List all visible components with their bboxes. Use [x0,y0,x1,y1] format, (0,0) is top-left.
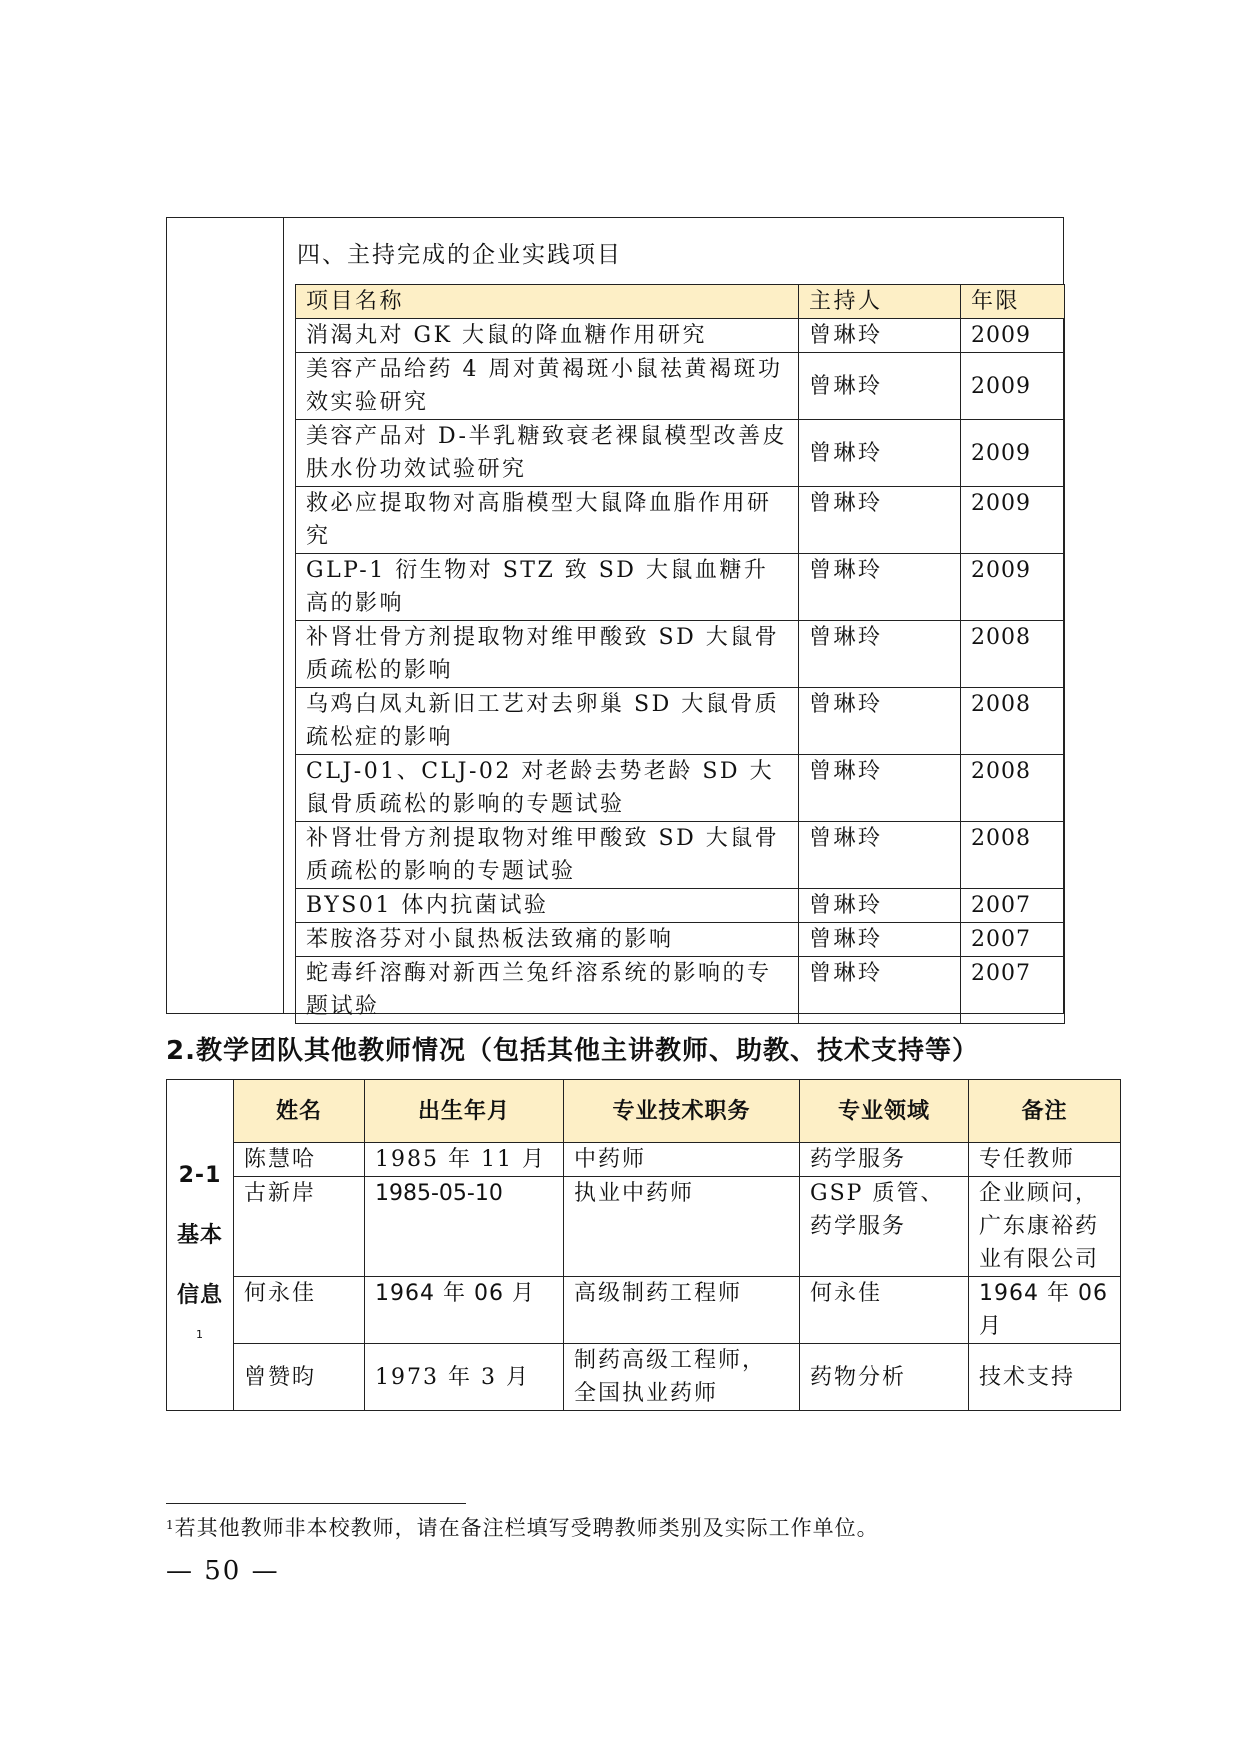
project-year: 2008 [961,688,1065,755]
page-number: — 50 — [166,1556,280,1586]
teacher-title: 执业中药师 [564,1177,800,1277]
project-year: 2009 [961,420,1065,487]
teacher-field: 药学服务 [800,1143,969,1177]
project-year: 2009 [961,319,1065,353]
project-name: 消渴丸对 GK 大鼠的降血糖作用研究 [296,319,799,353]
teacher-note: 企业顾问，广东康裕药业有限公司 [969,1177,1121,1277]
footnote-text: 若其他教师非本校教师，请在备注栏填写受聘教师类别及实际工作单位。 [174,1516,879,1540]
teacher-field: 何永佳 [800,1277,969,1344]
table-header-row [167,1080,1121,1143]
project-name: 美容产品给药 4 周对黄褐斑小鼠祛黄褐斑功效实验研究 [296,353,799,420]
project-name: 补肾壮骨方剂提取物对维甲酸致 SD 大鼠骨质疏松的影响 [296,621,799,688]
project-year: 2008 [961,822,1065,889]
project-name: GLP-1 衍生物对 STZ 致 SD 大鼠血糖升高的影响 [296,554,799,621]
table-row [296,420,1065,487]
project-host: 曾琳玲 [799,319,961,353]
team-teachers-table [166,1079,1121,1411]
teacher-field: 药物分析 [800,1344,969,1411]
table-row [296,957,1065,1024]
table-row [296,923,1065,957]
teacher-birth: 1964 年 06 月 [365,1277,564,1344]
table-row [296,554,1065,621]
table-row [296,621,1065,688]
table-row [296,822,1065,889]
project-host: 曾琳玲 [799,822,961,889]
project-name: CLJ-01、CLJ-02 对老龄去势老龄 SD 大鼠骨质疏松的影响的专题试验 [296,755,799,822]
header-note: 备注 [969,1080,1121,1143]
project-name: 美容产品对 D-半乳糖致衰老裸鼠模型改善皮肤水份功效试验研究 [296,420,799,487]
teacher-field: GSP 质管、药学服务 [800,1177,969,1277]
project-host: 曾琳玲 [799,957,961,1024]
project-name: 救必应提取物对高脂模型大鼠降血脂作用研究 [296,487,799,554]
section4-title: 四、主持完成的企业实践项目 [297,242,622,268]
teacher-title: 制药高级工程师，全国执业药师 [564,1344,800,1411]
project-host: 曾琳玲 [799,353,961,420]
basic-info-side-label [167,1080,234,1411]
section2-title: 2.教学团队其他教师情况（包括其他主讲教师、助教、技术支持等） [166,1036,979,1066]
header-years: 年限 [961,285,1065,319]
project-host: 曾琳玲 [799,554,961,621]
project-host: 曾琳玲 [799,889,961,923]
table-row [167,1344,1121,1411]
project-year: 2009 [961,554,1065,621]
project-name: 蛇毒纤溶酶对新西兰兔纤溶系统的影响的专题试验 [296,957,799,1024]
footnote-mark: 1 [166,1518,175,1532]
table-row [167,1177,1121,1277]
project-name: BYS01 体内抗菌试验 [296,889,799,923]
table-row [296,353,1065,420]
footnote [166,1512,879,1542]
project-host: 曾琳玲 [799,487,961,554]
project-year: 2008 [961,755,1065,822]
project-year: 2007 [961,923,1065,957]
project-year: 2008 [961,621,1065,688]
project-year: 2007 [961,889,1065,923]
teacher-birth: 1985 年 11 月 [365,1143,564,1177]
project-name: 乌鸡白凤丸新旧工艺对去卵巢 SD 大鼠骨质疏松症的影响 [296,688,799,755]
project-name: 补肾壮骨方剂提取物对维甲酸致 SD 大鼠骨质疏松的影响的专题试验 [296,822,799,889]
table-row [296,688,1065,755]
teacher-name: 古新岸 [234,1177,365,1277]
teacher-note: 技术支持 [969,1344,1121,1411]
teacher-title: 高级制药工程师 [564,1277,800,1344]
project-host: 曾琳玲 [799,923,961,957]
footnote-divider [166,1503,466,1504]
table-row [296,889,1065,923]
side-label-basic: 基本 [176,1223,223,1248]
teacher-birth: 1973 年 3 月 [365,1344,564,1411]
teacher-title: 中药师 [564,1143,800,1177]
table-row [296,755,1065,822]
teacher-note: 1964 年 06 月 [969,1277,1121,1344]
header-project-name: 项目名称 [296,285,799,319]
table-header-row [296,285,1065,319]
footnote-reference: 1 [196,1328,204,1341]
project-year: 2009 [961,487,1065,554]
project-host: 曾琳玲 [799,621,961,688]
project-host: 曾琳玲 [799,755,961,822]
header-birth: 出生年月 [365,1080,564,1143]
project-year: 2009 [961,353,1065,420]
header-field: 专业领域 [800,1080,969,1143]
header-host: 主持人 [799,285,961,319]
project-year: 2007 [961,957,1065,1024]
table-row [296,487,1065,554]
teacher-note: 专任教师 [969,1143,1121,1177]
practice-table-left-cell [166,217,284,1014]
project-host: 曾琳玲 [799,688,961,755]
practice-projects-table [295,284,1065,1024]
side-label-info: 信息 [176,1283,223,1308]
teacher-birth: 1985-05-10 [365,1177,564,1277]
header-title: 专业技术职务 [564,1080,800,1143]
side-label-code: 2-1 [178,1163,222,1188]
table-row [167,1277,1121,1344]
project-host: 曾琳玲 [799,420,961,487]
project-name: 苯胺洛芬对小鼠热板法致痛的影响 [296,923,799,957]
teacher-name: 陈慧哈 [234,1143,365,1177]
teacher-name: 何永佳 [234,1277,365,1344]
header-name: 姓名 [234,1080,365,1143]
table-row [296,319,1065,353]
teacher-name: 曾赞昀 [234,1344,365,1411]
table-row [167,1143,1121,1177]
